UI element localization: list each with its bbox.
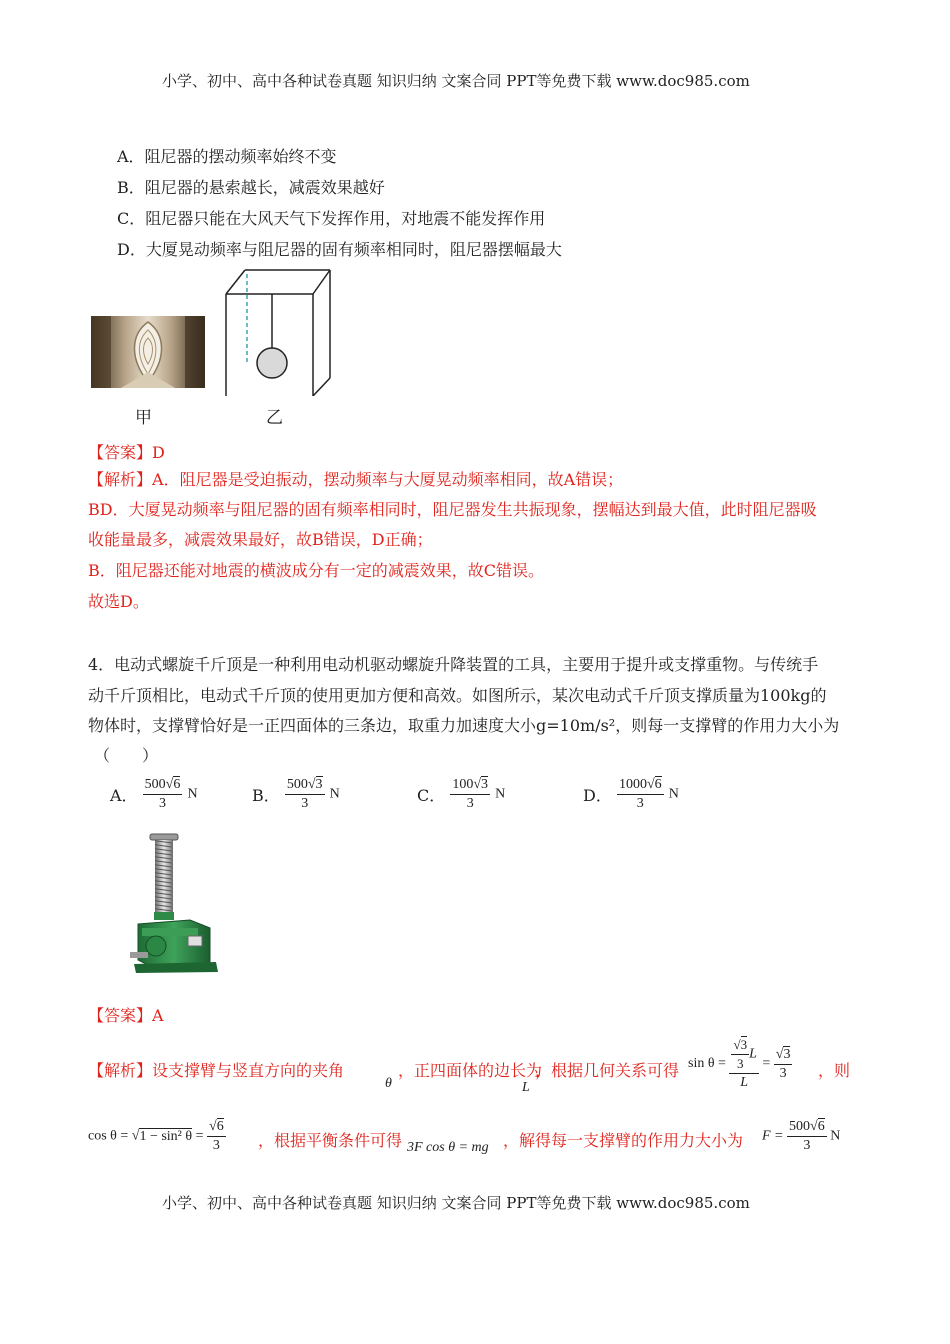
answer-value: A bbox=[152, 1006, 164, 1025]
screw-jack-photo bbox=[128, 832, 224, 974]
q3-option-b: B．阻尼器的悬索越长，减震效果越好 bbox=[117, 178, 385, 197]
q4-answer bbox=[88, 1003, 164, 1026]
q3-option-a: A．阻尼器的摆动频率始终不变 bbox=[117, 147, 337, 166]
frac-num: 1000 bbox=[618, 777, 647, 792]
q3-analysis-line-3: 收能量最多，减震效果最好，故B错误，D正确； bbox=[88, 530, 433, 549]
eq-part: 6 bbox=[817, 1119, 825, 1134]
eq-part: L bbox=[740, 1075, 749, 1090]
eq-part: 6 bbox=[216, 1119, 224, 1134]
analysis-tag: 【解析】 bbox=[88, 470, 153, 489]
page-header: 小学、初中、高中各种试卷真题 知识归纳 文案合同 PPT等免费下载 www.doc985.com bbox=[162, 72, 750, 90]
q4-stem-line-1: 4．电动式螺旋千斤顶是一种利用电动机驱动螺旋升降装置的工具，主要用于提升或支撑重物。与传统手 bbox=[88, 655, 819, 674]
option-label: A． bbox=[110, 786, 138, 805]
answer-tag: 【答案】 bbox=[88, 443, 153, 462]
eq-F: F = $\frac{500√6}{3}$ N bbox=[762, 1119, 841, 1153]
option-unit: N bbox=[668, 786, 679, 802]
q3-analysis-line-4: B．阻尼器还能对地震的横波成分有一定的减震效果，故C错误。 bbox=[88, 561, 545, 580]
eq-part: 3 bbox=[779, 1065, 787, 1081]
q4-analysis-line-1a bbox=[88, 1058, 344, 1081]
eq-part: = bbox=[195, 1128, 204, 1144]
frac-rad: 3 bbox=[315, 777, 323, 792]
eq-sin: sin θ = $\frac{√3}{3}$ L L = $\frac{√3}{3}$ bbox=[688, 1037, 791, 1090]
option-unit: N bbox=[329, 786, 340, 802]
eq-part: L bbox=[749, 1046, 757, 1062]
q4-stem-line-3: 物体时，支撑臂恰好是一正四面体的三条边，取重力加速度大小g=10m/s²，则每一支撑臂的作用力大小为 bbox=[88, 716, 840, 735]
eq-part: 3 bbox=[740, 1037, 748, 1052]
option-label: D． bbox=[583, 786, 612, 805]
frac-num: 100 bbox=[452, 777, 474, 792]
q4-analysis-line-1c: ，根据几何关系可得 bbox=[535, 1061, 680, 1080]
q4-option-d: D． $\frac{1000√6}{3}$ N bbox=[583, 777, 679, 811]
q4-option-b: B． $\frac{500√3}{3}$ N bbox=[252, 777, 340, 811]
q3-answer bbox=[88, 440, 165, 463]
q4-option-c: C． $\frac{100√3}{3}$ N bbox=[417, 777, 506, 811]
q3-analysis-line-2: BD．大厦晃动频率与阻尼器的固有频率相同时，阻尼器发生共振现象，摆幅达到最大值，此时阻尼器吸 bbox=[88, 500, 817, 519]
frac-num: 500 bbox=[286, 777, 308, 792]
q4-analysis-line-1b: ，正四面体的边长为 bbox=[398, 1061, 543, 1080]
q4-stem-line-2: 动千斤顶相比，电动式千斤顶的使用更加方便和高效。如图所示，某次电动式千斤顶支撑质量为100kg的 bbox=[88, 686, 827, 705]
option-label: B． bbox=[252, 786, 280, 805]
q4-analysis-line-2a: ，根据平衡条件可得 bbox=[258, 1131, 403, 1150]
frac-den: 3 bbox=[636, 796, 644, 811]
eq-part: 3 bbox=[737, 1056, 744, 1071]
eq-balance: 3F cos θ = mg bbox=[407, 1140, 489, 1155]
q4-analysis-line-1d: ，则 bbox=[818, 1061, 851, 1080]
q3-analysis-line-1 bbox=[88, 465, 623, 495]
frac-rad: 6 bbox=[654, 777, 662, 792]
q4-analysis-line-2b: ，解得每一支撑臂的作用力大小为 bbox=[503, 1131, 744, 1150]
damper-photo bbox=[91, 316, 205, 388]
frac-num: 500 bbox=[144, 777, 166, 792]
analysis-text: A．阻尼器是受迫振动，摆动频率与大厦晃动频率相同，故A错误； bbox=[152, 470, 624, 489]
q3-option-c: C．阻尼器只能在大风天气下发挥作用，对地震不能发挥作用 bbox=[117, 209, 546, 228]
frac-den: 3 bbox=[466, 796, 474, 811]
option-label: C． bbox=[417, 786, 446, 805]
eq-part: 500 bbox=[789, 1119, 810, 1134]
frac-den: 3 bbox=[159, 796, 166, 811]
page-footer: 小学、初中、高中各种试卷真题 知识归纳 文案合同 PPT等免费下载 www.doc985.com bbox=[162, 1194, 750, 1212]
frac-rad: 3 bbox=[481, 777, 489, 792]
option-unit: N bbox=[187, 786, 198, 802]
q4-stem-line-4: （ ） bbox=[94, 746, 159, 765]
eq-part: F = bbox=[762, 1128, 784, 1144]
eq-part: 3 bbox=[783, 1046, 791, 1062]
fig-label-jia: 甲 bbox=[135, 408, 152, 428]
L-symbol: L bbox=[522, 1080, 530, 1095]
eq-cos: cos θ = √1 − sin² θ = $\frac{√6}{3}$ bbox=[88, 1119, 224, 1153]
option-unit: N bbox=[495, 786, 506, 802]
q3-analysis-line-5: 故选D。 bbox=[88, 592, 149, 611]
analysis-text: 设支撑臂与竖直方向的夹角 bbox=[152, 1061, 345, 1080]
q4-option-a: A． $\frac{500√6}{3}$ N bbox=[110, 777, 198, 811]
eq-part: cos θ = bbox=[88, 1128, 129, 1144]
frac-rad: 6 bbox=[173, 777, 181, 792]
eq-part: 3 bbox=[212, 1138, 220, 1153]
q3-option-d: D．大厦晃动频率与阻尼器的固有频率相同时，阻尼器摆幅最大 bbox=[117, 240, 562, 259]
frac-den: 3 bbox=[301, 796, 309, 811]
answer-tag: 【答案】 bbox=[88, 1006, 153, 1025]
eq-part: 3 bbox=[803, 1138, 811, 1153]
analysis-tag: 【解析】 bbox=[88, 1061, 153, 1080]
pendulum-diagram bbox=[220, 268, 332, 396]
eq-part: 1 − sin² θ bbox=[139, 1128, 193, 1144]
eq-part: N bbox=[830, 1128, 841, 1144]
answer-value: D bbox=[152, 443, 165, 462]
fig-label-yi: 乙 bbox=[266, 408, 283, 428]
theta-symbol: θ bbox=[385, 1076, 392, 1091]
eq-part: sin θ = bbox=[688, 1056, 726, 1071]
